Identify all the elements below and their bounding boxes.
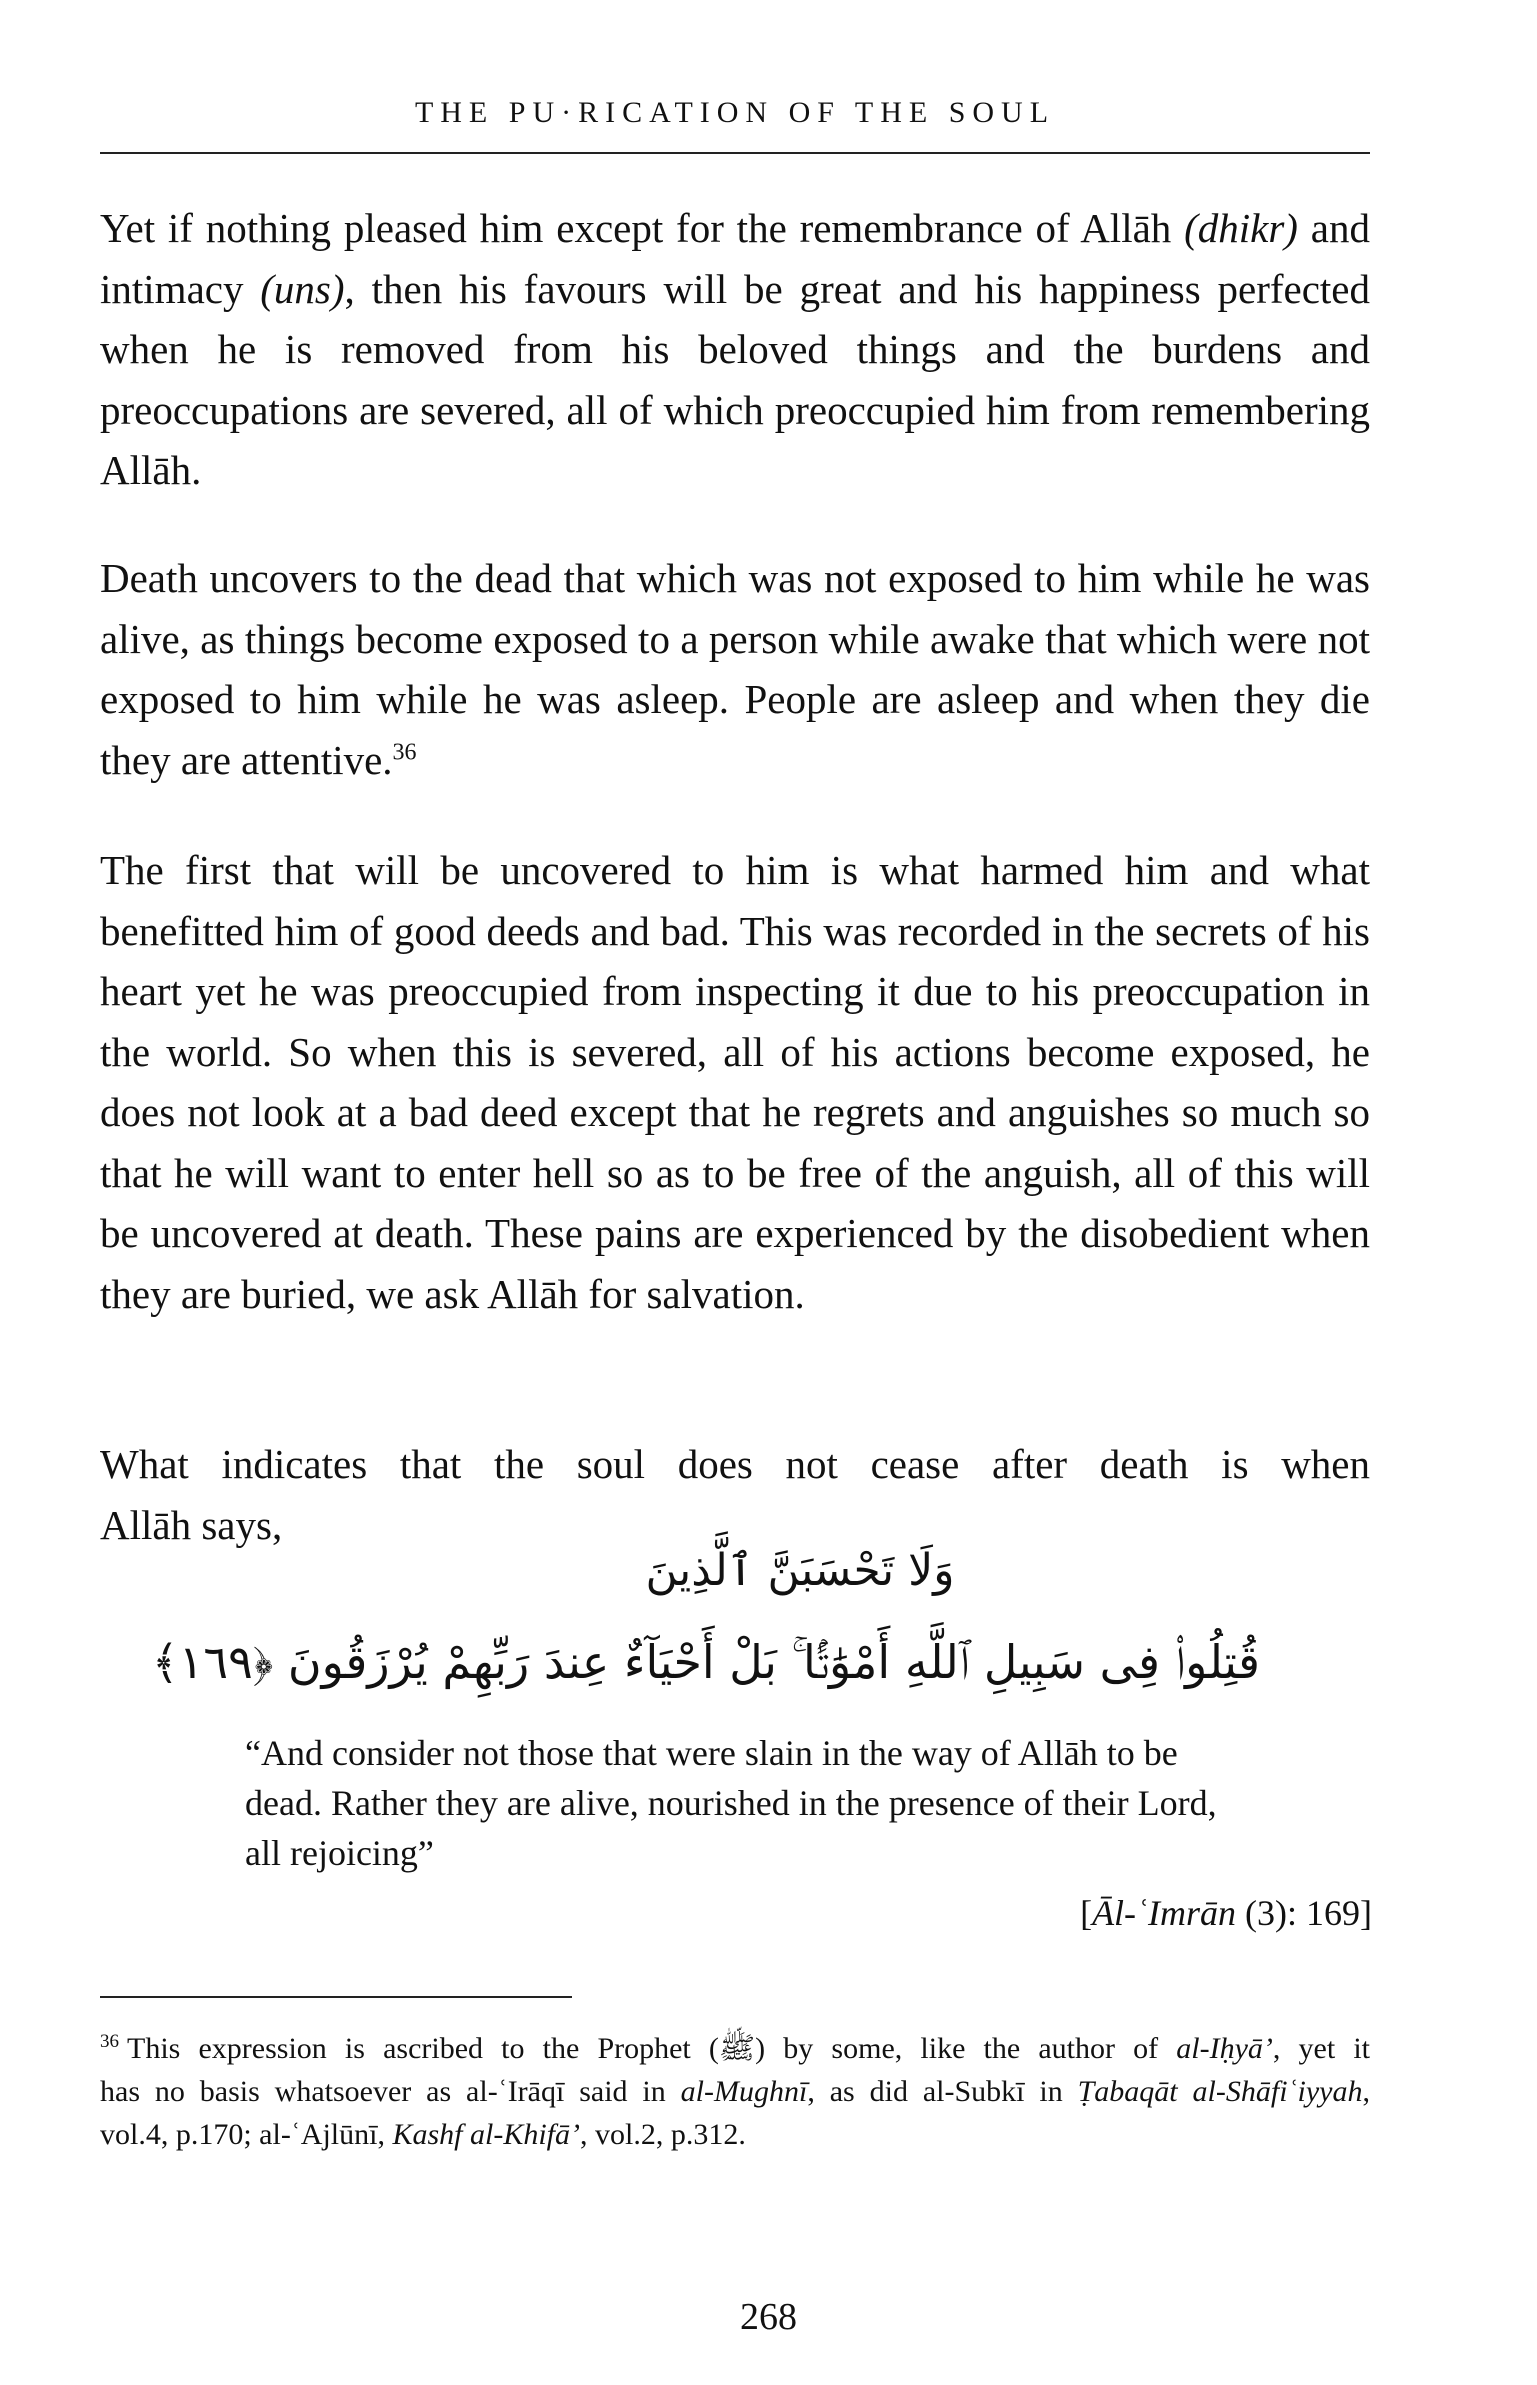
term-dhikr: (dhikr) bbox=[1184, 205, 1298, 251]
footnote-l1c: , yet it bbox=[1272, 2032, 1370, 2065]
footnote-line-3 bbox=[100, 2118, 746, 2151]
paragraph-3: The first that will be uncovered to him is what harmed him and what benefitted him of good deeds and bad. This was recorded in the secrets of his heart yet he was preoccupied from inspecting it due to his preoccupation in the world. So when this is severed, all of his actions become exposed, he does not look at a bad deed except that he regrets and anguishes so much so that he will want to enter hell so as to be free of the anguish, all of this will be uncovered at death. These pains are experienced by the disobedient when they are buried, we ask Allāh for salvation. bbox=[100, 847, 1370, 1317]
footnote-line-1 bbox=[100, 2027, 1370, 2070]
quran-verse-arabic-line-1: وَلَا تَحْسَبَنَّ ٱلَّذِينَ bbox=[645, 1545, 955, 1596]
footnote-line-2 bbox=[100, 2070, 1370, 2113]
footnote-l3c: , vol.2, p.312. bbox=[580, 2118, 746, 2151]
footnote-l2a: has no basis whatsoever as al-ʿIrāqī said in bbox=[100, 2075, 681, 2108]
footnote-l1b: al-Iḥyā’ bbox=[1176, 2032, 1273, 2065]
footnote-l2d: Ṭabaqāt al-Shāfiʿiyyah bbox=[1077, 2075, 1363, 2108]
footnote-number: 36 bbox=[100, 2031, 119, 2052]
page-number: 268 bbox=[740, 2296, 797, 2338]
paragraph-1-text-b: and intimacy bbox=[100, 205, 1370, 312]
footnote-36 bbox=[100, 2027, 1370, 2156]
footnote-l1a: This expression is ascribed to the Prophet (ﷺ) by some, like the author of bbox=[127, 2032, 1177, 2065]
citation-surah: Āl-ʿImrān bbox=[1092, 1893, 1237, 1933]
paragraph-4-line-2: Allāh says, bbox=[100, 1501, 283, 1548]
citation-bracket: [ bbox=[1080, 1893, 1093, 1933]
paragraph-4-line-1: What indicates that the soul does not cease after death is when bbox=[100, 1441, 1370, 1487]
footnote-rule bbox=[100, 1996, 572, 1998]
footnote-l2e: , bbox=[1362, 2075, 1370, 2108]
paragraph-2-text: Death uncovers to the dead that which was not exposed to him while he was alive, as things become exposed to a person while awake that which were not exposed to him while he was asleep. People are asleep and when they die they are attentive. bbox=[100, 555, 1370, 783]
paragraph-1-text-a: Yet if nothing pleased him except for the remembrance of Allāh bbox=[100, 205, 1185, 251]
footnote-ref-36: 36 bbox=[392, 738, 417, 765]
footnote-l3a: vol.4, p.170; al-ʿAjlūnī, bbox=[100, 2118, 393, 2151]
running-head: THE PU·RICATION OF THE SOUL bbox=[414, 96, 1056, 129]
paragraph-1 bbox=[100, 198, 1370, 501]
footnote-l2b: al-Mughnī bbox=[680, 2075, 808, 2108]
term-uns: (uns) bbox=[260, 265, 345, 312]
quran-verse-arabic-line-2: قُتِلُوا۟ فِى سَبِيلِ ٱللَّهِ أَمْوَٰتًۢا ۚ بَلْ أَحْيَآءٌ عِندَ رَبِّهِمْ يُرْزَقُونَ ﴿١٦٩﴾ bbox=[151, 1635, 1260, 1689]
paragraph-2 bbox=[100, 548, 1370, 790]
paragraph-4 bbox=[100, 1434, 1370, 1555]
footnote-l2c: , as did al-Subkī in bbox=[807, 2075, 1078, 2108]
header-rule bbox=[100, 152, 1370, 154]
paragraph-1-text-c: , then his favours will be great and his happiness perfected when he is removed from his beloved things and the burdens and preoccupations are severed, all of which preoccupied him from remembering Allāh. bbox=[100, 265, 1370, 493]
verse-citation bbox=[1080, 1892, 1372, 1934]
citation-ref: (3): 169] bbox=[1236, 1893, 1372, 1933]
footnote-l3b: Kashf al-Khifā’ bbox=[392, 2118, 580, 2151]
verse-translation: “And consider not those that were slain in the way of Allāh to be dead. Rather they are alive, nourished in the presence of their Lord, all rejoicing” bbox=[245, 1733, 1217, 1873]
